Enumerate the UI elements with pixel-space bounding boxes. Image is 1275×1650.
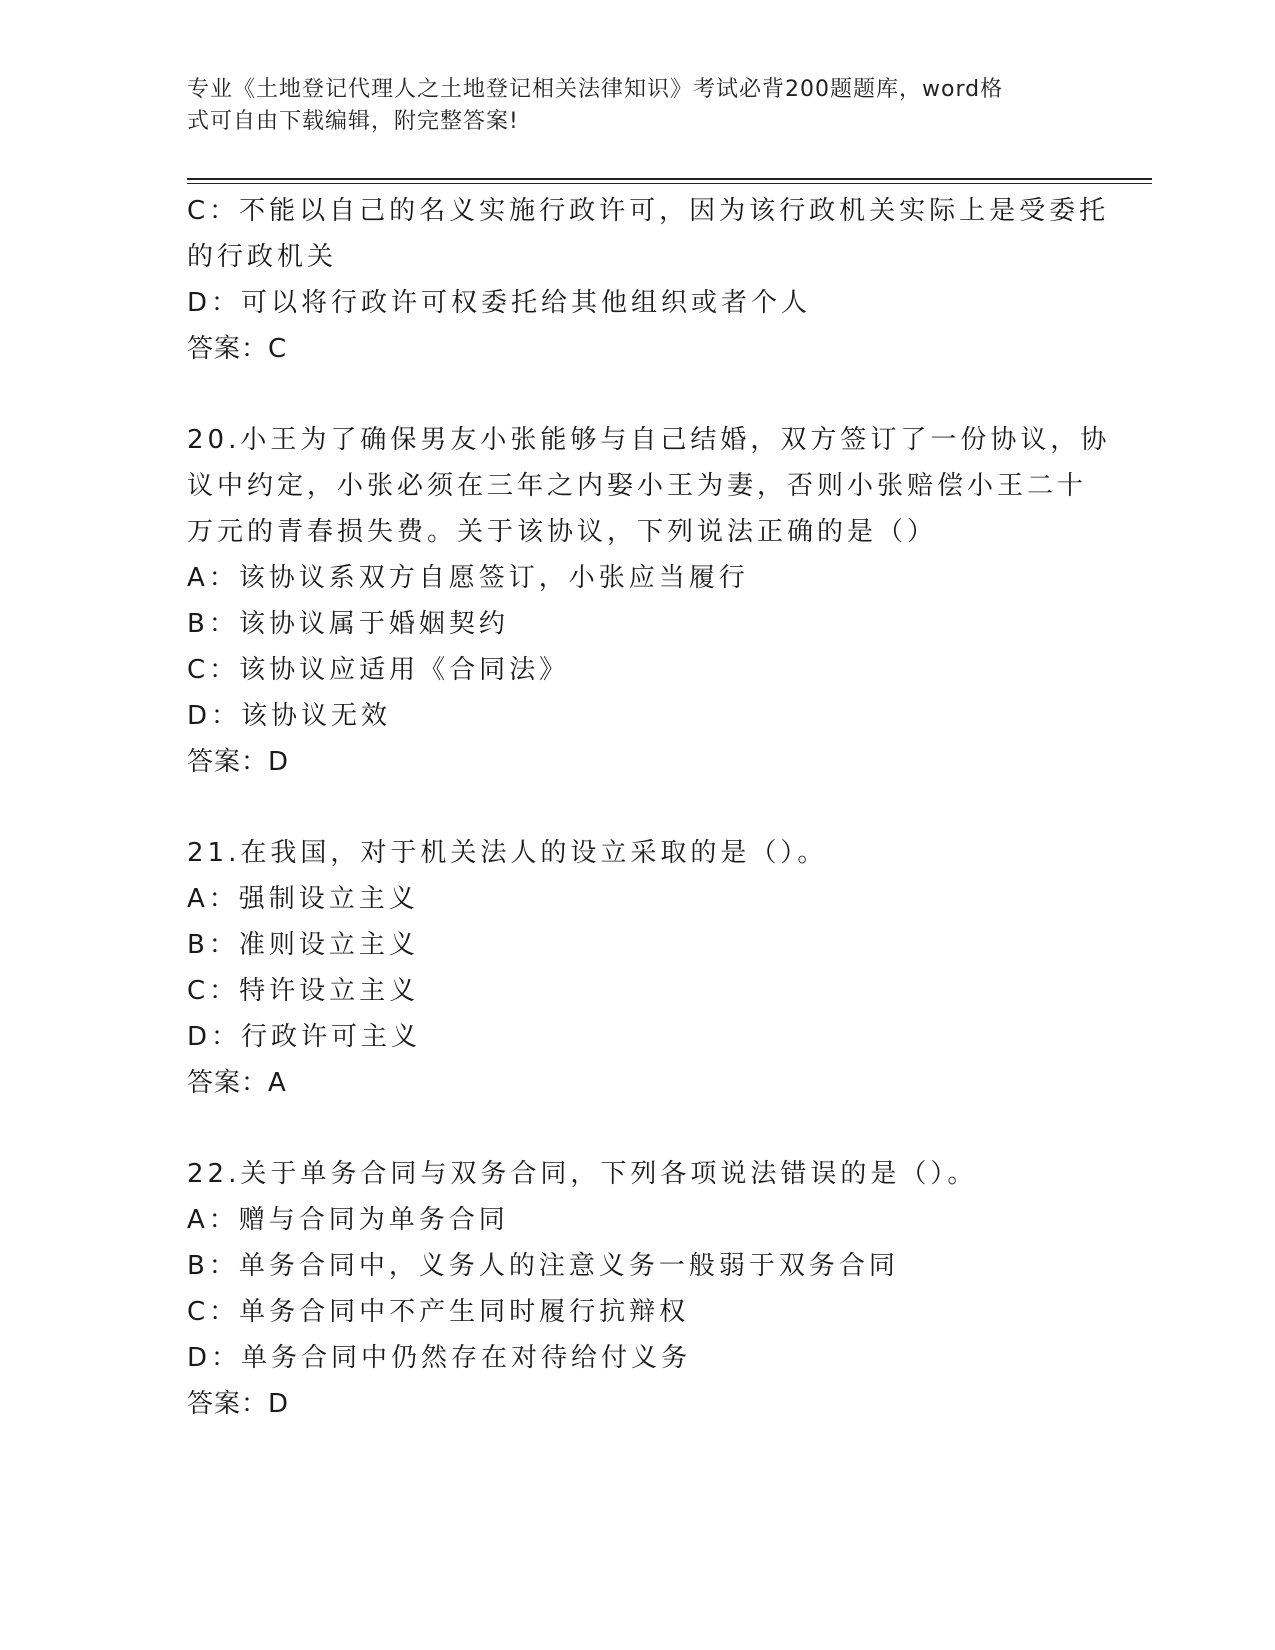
question-stem-line: 万元的青春损失费。关于该协议，下列说法正确的是（）: [187, 517, 938, 547]
option-a: A：强制设立主义: [187, 884, 419, 914]
option-b: B：该协议属于婚姻契约: [187, 609, 509, 639]
option-c: C：特许设立主义: [187, 976, 420, 1006]
option-line: C：不能以自己的名义实施行政许可，因为该行政机关实际上是受委托: [187, 196, 1110, 226]
answer-line: 答案：A: [187, 1068, 287, 1098]
option-a: A：该协议系双方自愿签订，小张应当履行: [187, 563, 749, 593]
option-b: B：准则设立主义: [187, 930, 419, 960]
header-line-2: 式可自由下载编辑，附完整答案!: [187, 109, 519, 134]
spacer: [187, 785, 1067, 830]
option-d: D：行政许可主义: [187, 1022, 422, 1052]
option-line: 的行政机关: [187, 242, 338, 272]
document-header: [187, 74, 1067, 138]
option-c: C：单务合同中不产生同时履行抗辩权: [187, 1297, 690, 1327]
question-stem-line: 议中约定，小张必须在三年之内娶小王为妻，否则小张赔偿小王二十: [187, 471, 1088, 501]
question-block-20: [187, 417, 1111, 785]
question-stem-line: 21.在我国，对于机关法人的设立采取的是（）。: [187, 838, 828, 868]
option-d: D：单务合同中仍然存在对待给付义务: [187, 1343, 692, 1373]
question-block-21: [187, 830, 1067, 1106]
header-divider-thick: [187, 178, 1152, 180]
spacer: [187, 372, 1067, 417]
option-b: B：单务合同中，义务人的注意义务一般弱于双务合同: [187, 1251, 899, 1281]
header-divider-thin: [187, 183, 1152, 184]
question-stem-line: 20.小王为了确保男友小张能够与自己结婚，双方签订了一份协议，协: [187, 425, 1111, 455]
answer-line: 答案：C: [187, 334, 288, 364]
question-content: [187, 188, 1111, 1427]
spacer: [187, 1106, 1067, 1151]
question-stem-line: 22.关于单务合同与双务合同，下列各项说法错误的是（）。: [187, 1159, 978, 1189]
option-line: D：可以将行政许可权委托给其他组织或者个人: [187, 288, 812, 318]
answer-line: 答案：D: [187, 1389, 290, 1419]
option-d: D：该协议无效: [187, 701, 392, 731]
option-c: C：该协议应适用《合同法》: [187, 655, 570, 685]
option-a: A：赠与合同为单务合同: [187, 1205, 509, 1235]
prev-question-block: [187, 188, 1110, 372]
answer-line: 答案：D: [187, 747, 290, 777]
question-block-22: [187, 1151, 1067, 1427]
header-line-1: 专业《土地登记代理人之土地登记相关法律知识》考试必背200题题库，word格: [187, 77, 1004, 102]
